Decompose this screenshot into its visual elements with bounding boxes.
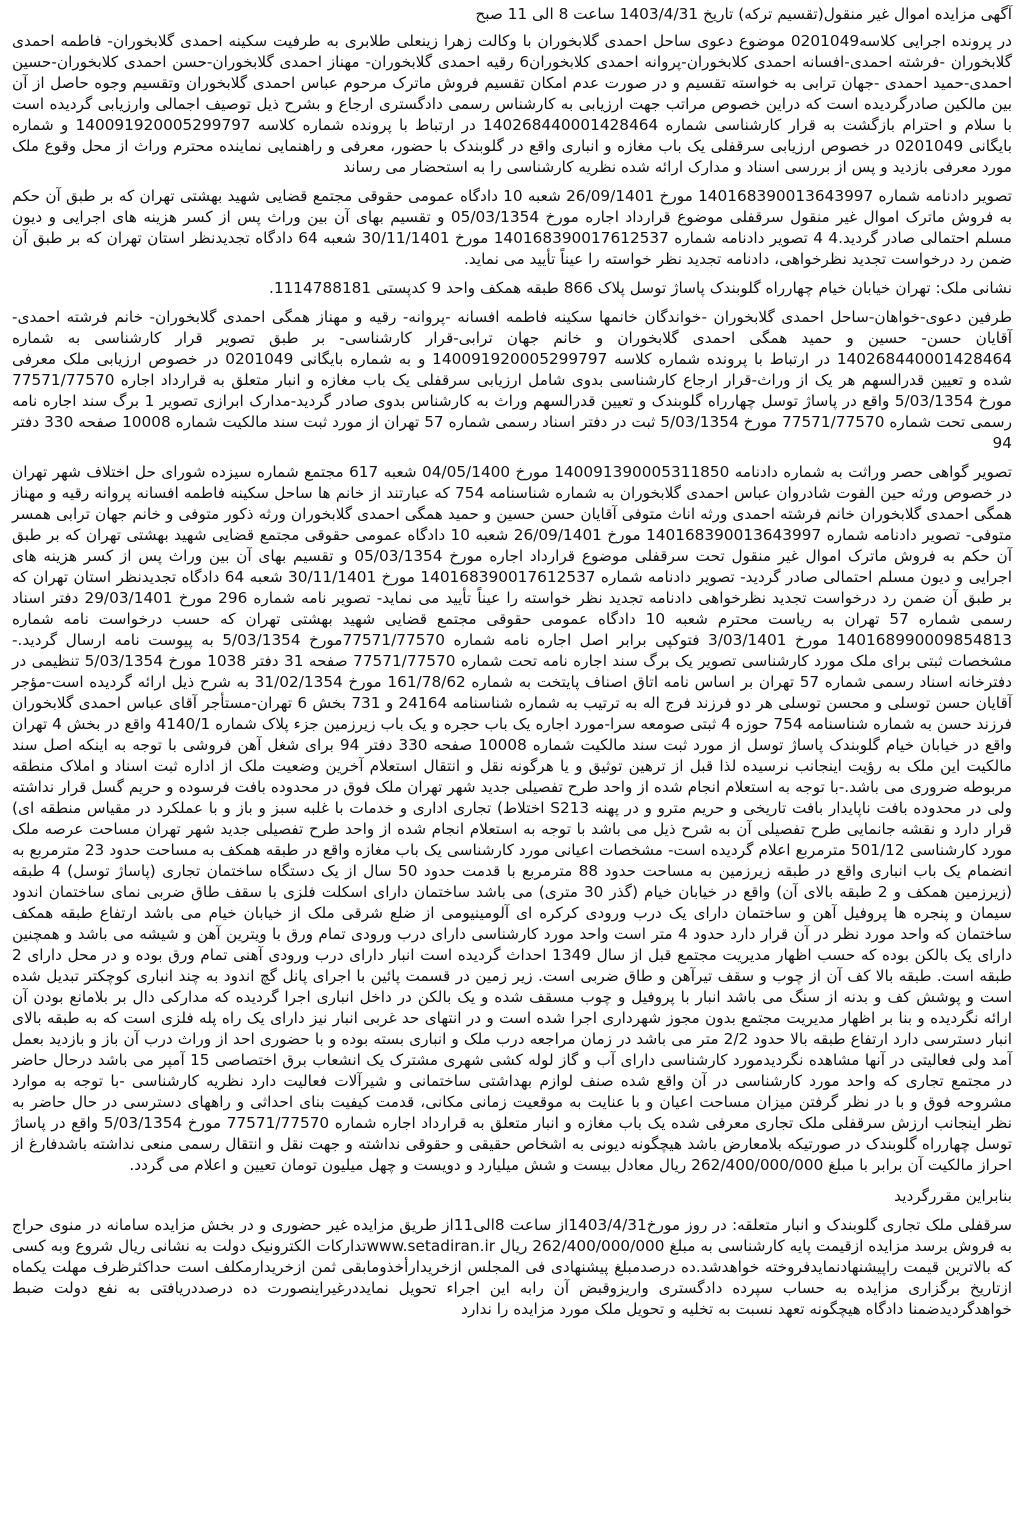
notice-title: آگهی مزایده اموال غیر منقول(تقسیم ترکه) تاریخ 1403/4/31 ساعت 8 الی 11 صبح [475,5,1012,23]
expert-report-paragraph: تصویر گواهی حصر وراثت به شماره دادنامه 140091390005311850 مورخ 04/05/1400 شعبه 617 مجتمع شماره سیزده شورای حل اختلاف شهر تهران در خصوص ورثه حین الفوت شادروان عباس احمدی گلابخوران به شماره شناسنامه 754 که عبارتند از خانم ها ساحل سکینه فاطمه افسانه پروانه رقیه و مهناز همگی احمدی گلابخوران خانم فرشته احمدی ورثه اناث متوفی آقایان حسن حسین و حمید همگی احمدی گلابخوران ورثه ذکور متوفی و خانم جهان ترابی همسر متوفی- تصویر دادنامه شماره 140168390013643997 مورخ 26/09/1401 شعبه 10 دادگاه عمومی حقوقی مجتمع قضایی شهید بهشتی تهران که بر طبق آن حکم به فروش ماترک اموال غیر منقول تحت سرقفلی موضوع قرارداد اجاره مورخ 05/03/1354 و تقسیم بهای آن بین وراث پس از کسر هزینه های اجرایی و دیون مسلم احتمالی صادر گردید- تصویر دادنامه شماره 140168390017612537 مورخ 30/11/1401 شعبه 64 دادگاه تجدیدنظر استان تهران که بر طبق آن ضمن رد درخواست تجدید نظرخواهی دادنامه تجدید نظر خواسته را عیناً تأیید می نماید- تصویر نامه شماره 296 مورخ 29/03/1401 دفتر اسناد رسمی شماره 57 تهران به ریاست محترم شعبه 10 دادگاه عمومی حقوقی مجتمع قضایی شهید بهشتی تهران که حسب درخواست نامه شماره 140168990009854813 مورخ 3/03/1401 فتوکپی برابر اصل اجاره نامه شماره 77571/77570مورخ 5/03/1354 به پیوست نامه ارسال گردید.- مشخصات ثبتی برای ملک مورد کارشناسی تصویر یک برگ سند اجاره نامه تحت شماره 77571/77570 صفحه 31 دفتر 1038 مورخ 5/03/1354 تنظیمی در دفترخانه اسناد رسمی شماره 57 تهران بر اساس نامه اتاق اصناف پایتخت به شماره 161/78/62 مورخ 31/02/1354 به شرح ذیل ارائه گردیده است-مؤجر آقایان حسن توسلی و محسن توسلی هر دو فرزند فرج اله به ترتیب به شماره شناسنامه 24164 و 731 بخش 6 تهران-مستأجر آقای عباس احمدی گلابخوران فرزند حسن به شماره شناسنامه 754 حوزه 4 ثبتی صومعه سرا-مورد اجاره یک باب حجره و یک باب زیرزمین جزء پلاک شماره 4140/1 واقع در بخش 4 تهران واقع در خیابان خیام گلوبندک پاساژ توسل از مورد ثبت سند مالکیت شماره 10008 صفحه 330 دفتر 94 برای شغل آهن فروشی با توجه به اینکه اصل سند مالکیت این ملک به رؤیت اینجانب نرسیده لذا قبل از ترهین توثیق و یا هرگونه نقل و انتقال استعلام آخرین وضعیت ملک از اداره ثبت اسناد و املاک منطقه مربوطه ضروری می باشد.-با توجه به استعلام انجام شده از واحد طرح تفصیلی جدید شهر تهران ملک فوق در محدوده بافت فرسوده و حریم گسل قرار نداشته ولی در محدوده بافت ناپایدار بافت تاریخی و حریم مترو و در پهنه S213 اختلاط) تجاری اداری و خدمات با غلبه سبز و باز و با عملکرد در مقیاس منطقه ای) قرار دارد و نقشه جانمایی طرح تفصیلی آن به شرح ذیل می باشد با توجه به استعلام انجام شده از واحد طرح تفصیلی جدید شهر تهران مساحت عرصه ملک مورد کارشناسی 501/12 مترمربع اعلام گردیده است- مشخصات اعیانی مورد کارشناسی یک باب مغازه واقع در طبقه همکف به مساحت حدود 23 مترمربع به انضمام یک باب انباری واقع در طبقه زیرزمین به مساحت حدود 88 مترمربع با قدمت حدود 50 سال از یک دستگاه ساختمان تجاری (پاساژ توسل) 4 طبقه (زیرزمین همکف و 2 طبقه بالای آن) واقع در خیابان خیام (گذر 30 متری) می باشد ساختمان دارای اسکلت فلزی با سقف طاق ضربی نمای ساختمان اندود سیمان و پنجره ها پروفیل آهن و ساختمان دارای یک درب ورودی کرکره ای آلومینیومی از ضلع شرقی ملک از خیابان خیام می باشد ارتفاع طبقه همکف ساختمان که واحد مورد نظر در آن قرار دارد حدود 4 متر است واحد مورد کارشناسی دارای درب ورودی تمام ورق با ویترین آهن و شیشه می باشد و همچنین دارای یک بالکن بوده که حسب اظهار مدیریت مجتمع قبل از سال 1349 احداث گردیده است انبار دارای درب ورودی آهنی تمام ورق بوده و در محل دارای 2 طبقه است. طبقه بالا کف آن از چوب و سقف تیرآهن و طاق ضربی است. زیر زمین در قسمت پائین با اجرای پانل گچ اندود به چند انباری کوچکتر تبدیل شده است و پوشش کف و بدنه از سنگ می باشد انبار با پروفیل و چوب مسقف شده و یک بالکن در داخل انباری اجرا گردیده که مدارکی دال بر بلامانع بودن آن ارائه نگردیده و بنا بر اظهار مدیریت مجتمع بدون مجوز شهرداری اجرا شده است و در انتهای حد غربی انبار نیز دارای یک راه پله فلزی است که به طبقه بالای انبار دسترسی دارد ارتفاع طبقه بالا حدود 2/2 متر می باشد در زمان مراجعه درب ملک و انباری بسته بوده و با حضوری احد از وراث درب آن باز و بازدید بعمل آمد ولی فعالیتی در آنها مشاهده نگردیدمورد کارشناسی دارای آب و گاز لوله کشی شهری مشترک یک انشعاب برق اختصاصی 15 آمپر می باشد درحال حاضر در مجتمع تجاری که واحد مورد کارشناسی در آن واقع شده صنف لوازم بهداشتی ساختمانی و شیرآلات فعالیت دارد نظریه کارشناسی -با توجه به موارد مشروحه فوق و با در نظر گرفتن میزان مساحت اعیان و با عنایت به موقعیت زمانی مکانی، قدمت کیفیت بنای احداثی و راههای دسترسی در حال حاضر به نظر اینجانب ارزش سرقفلی ملک تجاری معرفی شده یک باب مغازه و انبار متعلق به قرارداد اجاره شماره 77571/77570 مورخ 5/03/1354 واقع در پاساژ توسل چهارراه گلوبندک در صورتیکه بلامعارض باشد هیچگونه دیونی به اشخاص حقیقی و حقوقی نداشته و جهت نقل و انتقال رسمی منعی نداشته باشدفارغ از احراز مالکیت آن برابر با مبلغ 262/400/000/000 ریال معادل بیست و شش میلیارد و دویست و چهل میلیون تومان تعیین و اعلام می گردد. [12,463,1013,1174]
property-address-paragraph: نشانی ملک: تهران خیابان خیام چهارراه گلوبندک پاساژ توسل پلاک 866 طبقه همکف واحد 9 کدپستی 1114788181. [268,279,1012,297]
court-rulings-paragraph: تصویر دادنامه شماره 140168390013643997 مورخ 26/09/1401 شعبه 10 دادگاه عمومی حقوقی مجتمع قضایی شهید بهشتی تهران که بر طبق آن حکم به فروش ماترک اموال غیر منقول سرقفلی موضوع قرارداد اجاره مورخ 05/03/1354 و تقسیم بهای آن بین وراث پس از کسر هزینه های اجرایی و دیون مسلم احتمالی صادر گردید.4 4 تصویر دادنامه شماره 140168390017612537 مورخ 30/11/1401 شعبه 64 دادگاه تجدیدنظر استان تهران که بر طبق آن ضمن رد درخواست تجدید نظرخواهی، دادنامه تجدید نظر خواسته را عیناً تأیید می نماید. [12,187,1012,268]
decision-heading: بنابراین مقررگردید [894,1187,1012,1205]
case-intro-paragraph: در پرونده اجرایی کلاسه0201049 موضوع دعوی ساحل احمدی گلابخوران با وکالت زهرا زینعلی طلابری به طرفیت سکینه احمدی گلابخوران- فاطمه احمدی گلابخوران -فرشته احمدی-افسانه احمدی کلابخوران-پروانه احمدی کلابخوران6 رقیه احمدی گلابخوران- مهناز احمدی گلابخوران-حسن احمدی کلابخوران-حسین احمدی-حمید احمدی -جهان ترابی به خواسته تقسیم و در صورت عدم امکان تقسیم فروش ماترک مرحوم عباس احمدی گلابخوران وتقسیم وجوه حاصل از آن بین مالکین صادرگردیده است که دراین خصوص مراتب جهت ارزیابی به کارشناس رسمی دادگستری ارجاع و بشرح ذیل توصیف اجمالی وارزیابی گردیده است با سلام و احترام بازگشت به قرار کارشناسی شماره 140268440001428464 در ارتباط با پرونده شماره کلاسه 140091920005299797 و شماره بایگانی 0201049 در خصوص ارزیابی سرقفلی یک باب مغازه و انباری واقع در گلوبندک با حضور، معرفی و راهنمایی نماینده محترم وراث از محل وقوع ملک مورد معرفی بازدید و پس از بررسی اسناد و مدارک ارائه شده نظریه کارشناسی را به استحضار می رساند [12,32,1013,176]
auction-terms-paragraph: سرقفلی ملک تجاری گلوبندک و انبار متعلقه: در روز مورخ1403/4/31از ساعت 8الی11از طریق مزایده غیر حضوری و در بخش مزایده سامانه در منوی حراج به فروش برسد مزایده ازقیمت پایه کارشناسی به مبلغ 262/400/000/000 ریال www.setadiran.irتدارکات الکترونیک دولت به نشانی ریال شروع وبه کسی که بالاترین قیمت راپیشنهادنمایدفروخته خواهدشد.ده درصدمبلغ پیشنهادی فی المجلس ازخریدارأخذومابقی ثمن ازخریدارمکلف است حداکثرظرف مهلت یکماه ازتاریخ برگزاری مزایده به حساب سپرده دادگستری واریزوقبض آن رابه این اجراء تحویل نمایددرغیراینصورت ده درصددریافتی به نفع دولت ضبط خواهدگردیدضمنا دادگاه هیچگونه تعهد نسبت به تخلیه و تحویل ملک مورد مزایده را ندارد [12,1216,1012,1318]
parties-paragraph: طرفین دعوی-خواهان-ساحل احمدی گلابخوران -خواندگان خانمها سکینه فاطمه افسانه -پروانه- رقیه و مهناز همگی احمدی گلابخوران- خانم فرشته احمدی-آقایان حسن- حسین و حمید همگی احمدی گلابخوران و خانم جهان ترابی-قرار کارشناسی- بر طبق تصویر قرار کارشناسی به شماره 140268440001428464 در ارتباط با پرونده شماره کلاسه 140091920005299797 و به شماره بایگانی 0201049 در خصوص ارزیابی ملک معرفی شده و تعیین قدرالسهم هر یک از وراث-قرار ارجاع کارشناسی بدوی شامل ارزیابی سرقفلی یک باب مغازه و انبار متعلق به قرارداد اجاره 77571/77570 مورخ 5/03/1354 واقع در پاساژ توسل چهارراه گلوبندک و تعیین قدرالسهم وراث به کارشناس بدوی صادر گردید-مدارک ابرازی تصویر 1 برگ سند اجاره نامه رسمی تحت شماره 77571/77570 مورخ 5/03/1354 ثبت در دفتر اسناد رسمی شماره 57 تهران از مورد ثبت سند مالکیت شماره 10008 صفحه 330 دفتر 94 [12,308,1012,452]
